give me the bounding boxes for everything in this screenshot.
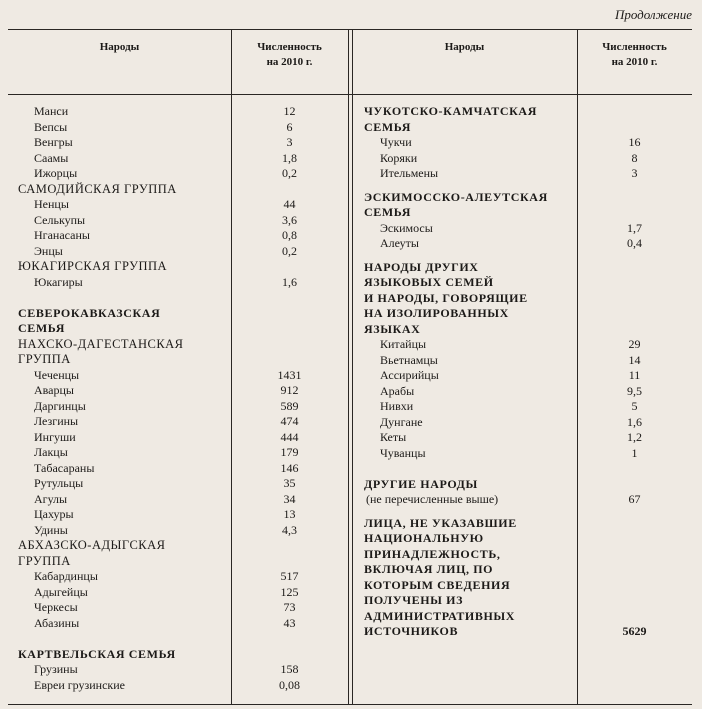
note-row (364, 492, 684, 508)
row-value: 474 (280, 414, 299, 428)
row-value: 589 (280, 398, 299, 413)
left-count-header: Численность на 2010 г. (257, 41, 322, 68)
people-row (364, 221, 684, 237)
people-row (364, 151, 684, 167)
row-label: Нивхи (380, 399, 414, 413)
group-heading (18, 259, 338, 275)
family-heading (364, 260, 684, 276)
family-heading (364, 190, 684, 206)
row-label: Чукчи (380, 135, 412, 149)
people-row (364, 399, 684, 415)
people-row (18, 135, 338, 151)
row-value: 12 (283, 104, 296, 118)
row-value: 1,2 (627, 430, 642, 444)
row-value: 34 (283, 491, 296, 506)
row-label: СЕМЬЯ (364, 119, 411, 134)
row-label: КАРТВЕЛЬСКАЯ СЕМЬЯ (18, 646, 176, 661)
row-label: ПОЛУЧЕНЫ ИЗ (364, 593, 464, 607)
people-row (18, 445, 338, 461)
family-heading (364, 547, 684, 563)
row-label: Ингуши (34, 429, 76, 444)
row-label: ЧУКОТСКО-КАМЧАТСКАЯ (364, 104, 537, 118)
row-value: 0,2 (282, 166, 297, 180)
family-heading (364, 562, 684, 578)
family-heading (18, 306, 338, 322)
spacer (18, 631, 338, 647)
row-label: Даргинцы (34, 398, 86, 413)
row-label: САМОДИЙСКАЯ ГРУППА (18, 181, 177, 196)
people-row (18, 275, 338, 291)
people-row (18, 399, 338, 415)
people-row (18, 569, 338, 585)
row-label: КОТОРЫМ СВЕДЕНИЯ (364, 577, 511, 592)
row-label: Алеуты (380, 236, 419, 250)
people-row (18, 414, 338, 430)
people-row (18, 616, 338, 632)
people-row (364, 353, 684, 369)
row-label: Юкагиры (34, 274, 83, 289)
group-heading (18, 538, 338, 554)
group-heading (18, 352, 338, 368)
people-row (18, 151, 338, 167)
row-label: Аварцы (34, 383, 74, 397)
row-label: Грузины (34, 662, 78, 676)
row-value: 0,8 (282, 228, 297, 242)
family-heading (364, 578, 684, 594)
people-row (18, 523, 338, 539)
row-value: 1 (631, 445, 638, 460)
people-row (18, 120, 338, 136)
header-rule (8, 94, 692, 95)
people-row (18, 585, 338, 601)
family-heading (364, 624, 684, 640)
people-row (18, 244, 338, 260)
row-value: 1,6 (627, 414, 642, 429)
row-value: 1,6 (282, 274, 297, 289)
row-label: Ассирийцы (380, 368, 439, 382)
row-value: 6 (286, 119, 293, 134)
row-value: 517 (280, 569, 299, 583)
family-heading (364, 477, 684, 493)
people-row (18, 383, 338, 399)
family-heading (18, 647, 338, 663)
row-value: 0,4 (627, 236, 642, 250)
row-value: 9,5 (627, 383, 642, 398)
family-heading (364, 516, 684, 532)
group-heading (18, 337, 338, 353)
row-value: 67 (628, 492, 641, 506)
row-label: АБХАЗСКО-АДЫГСКАЯ (18, 538, 166, 552)
ethnic-table (8, 29, 692, 705)
right-peoples-header: Народы (444, 41, 485, 53)
family-heading (364, 205, 684, 221)
row-label: Черкесы (34, 600, 78, 614)
row-label: (не перечисленные выше) (366, 492, 499, 506)
row-label: СЕВЕРОКАВКАЗСКАЯ (18, 305, 161, 320)
row-label: ЯЗЫКОВЫХ СЕМЕЙ (364, 275, 494, 289)
people-row (364, 166, 684, 182)
row-label: ДРУГИЕ НАРОДЫ (364, 476, 478, 491)
people-row (18, 600, 338, 616)
row-label: НАХСКО-ДАГЕСТАНСКАЯ (18, 336, 184, 351)
row-label: Саамы (34, 150, 69, 165)
right-column (364, 104, 684, 640)
family-heading (364, 120, 684, 136)
group-heading (18, 554, 338, 570)
people-row (18, 104, 338, 120)
people-row (364, 337, 684, 353)
left-column (18, 104, 338, 693)
people-row (18, 430, 338, 446)
row-value: 29 (628, 337, 641, 351)
row-value: 125 (280, 584, 299, 599)
row-label: НАРОДЫ ДРУГИХ (364, 259, 479, 274)
family-heading (364, 104, 684, 120)
row-label: И НАРОДЫ, ГОВОРЯЩИЕ (364, 290, 528, 305)
row-value: 8 (631, 150, 638, 165)
row-label: Табасараны (34, 460, 95, 475)
row-label: Венгры (34, 135, 73, 149)
row-label: ПРИНАДЛЕЖНОСТЬ, (364, 546, 501, 561)
family-heading (364, 322, 684, 338)
row-label: Коряки (380, 150, 418, 165)
row-label: Евреи грузинские (34, 677, 125, 692)
spacer (364, 461, 684, 477)
people-row (364, 415, 684, 431)
row-label: Ительмены (380, 166, 439, 180)
family-heading (364, 306, 684, 322)
row-value: 14 (628, 352, 641, 367)
spacer (364, 182, 684, 190)
row-label: Ижорцы (34, 166, 78, 180)
row-label: ИСТОЧНИКОВ (364, 624, 459, 638)
row-value: 43 (283, 615, 296, 630)
center-divider-right (352, 30, 353, 704)
family-heading (364, 275, 684, 291)
row-value: 73 (283, 600, 296, 614)
row-label: Вьетнамцы (380, 352, 438, 367)
row-label: Эскимосы (380, 220, 433, 235)
row-label: Китайцы (380, 337, 427, 351)
row-label: Адыгейцы (34, 584, 88, 599)
row-value: 3,6 (282, 212, 297, 227)
people-row (18, 213, 338, 229)
people-row (18, 492, 338, 508)
row-value: 444 (280, 429, 299, 444)
row-label: ЯЗЫКАХ (364, 321, 421, 336)
row-label: Селькупы (34, 212, 86, 227)
row-value: 158 (280, 662, 299, 676)
people-row (18, 507, 338, 523)
row-label: Чеченцы (34, 367, 80, 382)
row-value: 1,8 (282, 150, 297, 165)
people-row (18, 166, 338, 182)
people-row (18, 461, 338, 477)
family-heading (364, 531, 684, 547)
row-label: Манси (34, 104, 69, 118)
row-label: СЕМЬЯ (18, 321, 65, 335)
row-value: 35 (283, 476, 296, 490)
row-label: Дунгане (380, 414, 423, 429)
row-value: 3 (631, 166, 638, 180)
row-label: Чуванцы (380, 445, 426, 460)
spacer (364, 508, 684, 516)
family-heading (18, 321, 338, 337)
row-label: Кеты (380, 430, 407, 444)
row-label: АДМИНИСТРАТИВНЫХ (364, 608, 516, 623)
row-label: Арабы (380, 383, 415, 398)
people-row (364, 430, 684, 446)
row-value: 1431 (277, 367, 302, 382)
row-value: 3 (286, 135, 293, 149)
row-value: 13 (283, 507, 296, 521)
row-label: Цахуры (34, 507, 74, 521)
spacer (364, 252, 684, 260)
spacer (18, 290, 338, 306)
row-value: 0,2 (282, 243, 297, 258)
row-label: Рутульцы (34, 476, 84, 490)
row-value: 5629 (622, 624, 647, 638)
row-label: Кабардинцы (34, 569, 98, 583)
row-label: НА ИЗОЛИРОВАННЫХ (364, 306, 509, 320)
people-row (18, 228, 338, 244)
family-heading (364, 609, 684, 625)
row-value: 1,7 (627, 220, 642, 235)
row-label: Вепсы (34, 119, 68, 134)
row-value: 16 (628, 135, 641, 149)
row-label: ЭСКИМОССКО-АЛЕУТСКАЯ (364, 189, 548, 204)
row-label: Удины (34, 522, 68, 537)
people-row (18, 197, 338, 213)
row-label: ЛИЦА, НЕ УКАЗАВШИЕ (364, 515, 517, 530)
row-label: Нганасаны (34, 228, 90, 242)
row-value: 146 (280, 460, 299, 475)
row-label: НАЦИОНАЛЬНУЮ (364, 531, 484, 545)
people-row (18, 678, 338, 694)
left-peoples-header: Народы (99, 41, 140, 53)
row-label: Абазины (34, 615, 80, 630)
people-row (364, 135, 684, 151)
people-row (18, 476, 338, 492)
row-label: Лезгины (34, 414, 79, 428)
row-label: ГРУППА (18, 352, 71, 366)
right-count-header: Численность на 2010 г. (602, 41, 667, 68)
row-label: ГРУППА (18, 553, 71, 568)
row-value: 44 (283, 197, 296, 211)
row-label: СЕМЬЯ (364, 205, 411, 219)
family-heading (364, 593, 684, 609)
people-row (18, 368, 338, 384)
row-value: 912 (280, 383, 299, 397)
group-heading (18, 182, 338, 198)
people-row (364, 384, 684, 400)
row-value: 0,08 (279, 677, 300, 692)
row-value: 4,3 (282, 522, 297, 537)
row-value: 179 (280, 445, 299, 459)
row-label: Агулы (34, 491, 68, 506)
row-label: Ненцы (34, 197, 69, 211)
people-row (18, 662, 338, 678)
row-label: ЮКАГИРСКАЯ ГРУППА (18, 259, 168, 273)
row-value: 11 (628, 368, 641, 382)
people-row (364, 446, 684, 462)
continuation-note: Продолжение (614, 7, 692, 22)
row-label: Лакцы (34, 445, 68, 459)
people-row (364, 368, 684, 384)
people-row (364, 236, 684, 252)
row-value: 5 (631, 399, 638, 413)
row-label: Энцы (34, 243, 63, 258)
family-heading (364, 291, 684, 307)
row-label: ВКЛЮЧАЯ ЛИЦ, ПО (364, 562, 494, 576)
center-divider-left (348, 30, 349, 704)
